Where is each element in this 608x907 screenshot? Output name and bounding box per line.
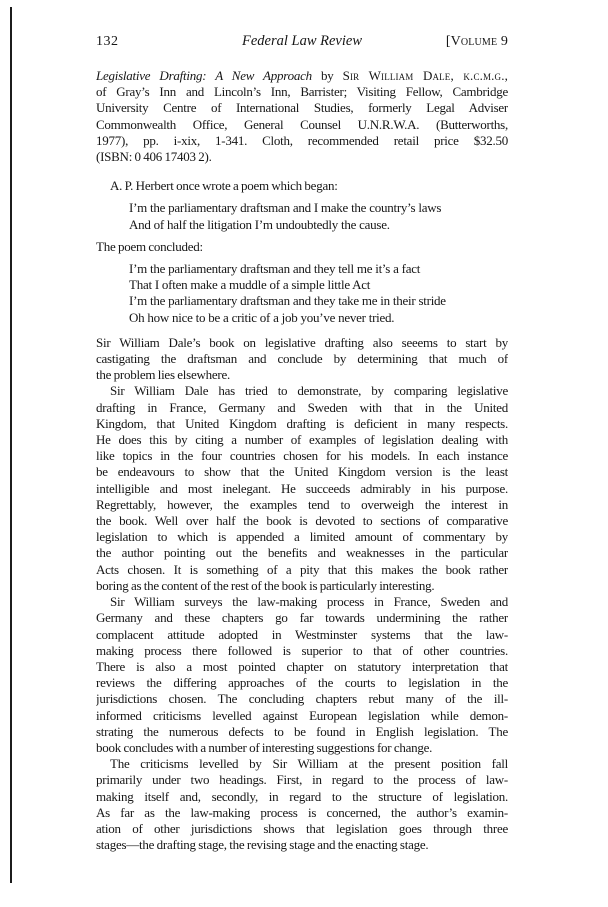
text-line: Sir William Dale’s book on legislative drafting also seeems to start by (96, 334, 508, 350)
scan-edge-line (10, 7, 12, 883)
text-line: There is also a most pointed chapter on statutory interpretation that (96, 658, 508, 674)
journal-title: Federal Law Review (242, 33, 363, 49)
text-line: the author pointing out the benefits and weaknesses in the particular (96, 545, 508, 561)
text-line: legislation to which is appended a limited amount of commentary by (96, 529, 508, 545)
text-line: of Gray’s Inn and Lincoln’s Inn, Barrister; Visiting Fellow, Cambridge (96, 84, 508, 100)
paragraph (96, 178, 508, 194)
text-line: (ISBN: 0 406 17403 2). (96, 149, 212, 165)
text-line: And of half the litigation I’m undoubtedly the cause. (129, 216, 390, 232)
text-line: making process there followed is superior to that of other countries. (96, 642, 508, 658)
text-line: Acts chosen. It is something of a pity that this makes the book rather (96, 561, 508, 577)
text-line: ation of other jurisdictions shows that legislation goes through three (96, 820, 508, 836)
text-line: stages—the drafting stage, the revising stage and the enacting stage. (96, 837, 429, 853)
citation-first-line (96, 68, 508, 84)
text-line: 1977), pp. i-xix, 1-341. Cloth, recommended retail price $32.50 (96, 132, 508, 148)
paragraph (96, 335, 508, 384)
text-line: Sir William surveys the law-making process in France, Sweden and (110, 594, 508, 610)
text-line: complacent attitude adopted in Westminster systems that the law- (96, 626, 508, 642)
text-line: Regrettably, however, the examples tend to overweigh the interest in (96, 496, 508, 512)
text-line: the book. Well over half the book is devoted to sections of comparative (96, 513, 508, 529)
book-title: Legislative Drafting: A New Approach (96, 68, 312, 83)
text-line: primarily under two headings. First, in regard to the process of law- (96, 772, 508, 788)
paragraph (96, 594, 508, 756)
text-column (96, 0, 508, 853)
text-line: strating the numerous defects to be found in English legislation. The (96, 723, 508, 739)
text-line: The criticisms levelled by Sir William at the present position fall (110, 756, 508, 772)
text-line: castigating the draftsman and conclude by determining that much of (96, 351, 508, 367)
text-line: like topics in the four countries chosen for his models. In each instance (96, 448, 508, 464)
text-line: I’m the parliamentary draftsman and they tell me it’s a fact (129, 261, 421, 277)
text-line: As far as the law-making process is concerned, the author’s examin- (96, 804, 508, 820)
text-line: I’m the parliamentary draftsman and they take me in their stride (129, 293, 446, 309)
text-line: book concludes with a number of interesting suggestions for change. (96, 739, 433, 755)
paragraph (96, 239, 508, 255)
text-line: That I often make a muddle of a simple little Act (129, 277, 371, 293)
text-line: Germany and these chapters go far towards undermining the rather (96, 610, 508, 626)
text-line: I’m the parliamentary draftsman and I make the country’s laws (129, 200, 442, 216)
page-number: 132 (96, 34, 119, 49)
text-line: the problem lies elsewhere. (96, 367, 230, 383)
text-line: be endeavours to show that the United Kingdom version is the least (96, 464, 508, 480)
paragraph (96, 383, 508, 594)
text-line: University Centre of International Studies, formerly Legal Adviser (96, 100, 508, 116)
review-body (96, 68, 508, 853)
text-line: boring as the content of the rest of the book is particularly interesting. (96, 577, 435, 593)
paragraph (96, 756, 508, 853)
text-line: He does this by citing a number of examples of legislation dealing with (96, 432, 508, 448)
text-line: A. P. Herbert once wrote a poem which began: (110, 178, 338, 194)
text-line: informed criticisms levelled against European legislation while demon- (96, 707, 508, 723)
by-text: by (311, 68, 343, 83)
poem-excerpt (129, 261, 508, 326)
review-citation (96, 68, 508, 165)
text-line: making itself and, secondly, in regard to the structure of legislation. (96, 788, 508, 804)
text-line: Oh how nice to be a critic of a job you’ve never tried. (129, 309, 395, 325)
text-line: The poem concluded: (96, 238, 203, 254)
page-header (96, 0, 508, 49)
poem-excerpt (129, 200, 508, 232)
author-name: Sir William Dale, k.c.m.g., (342, 68, 508, 83)
text-line: Kingdom, that United Kingdom drafting is deficient in many respects. (96, 415, 508, 431)
text-line: drafting in France, Germany and Sweden with that in the United (96, 399, 508, 415)
text-line: Commonwealth Office, General Counsel U.N.R.W.A. (Butterworths, (96, 116, 508, 132)
text-line: Sir William Dale has tried to demonstrate, by comparing legislative (110, 383, 508, 399)
text-line: intelligible and most inelegant. He succeeds admirably in his purpose. (96, 480, 508, 496)
text-line: reviews the differing approaches of the courts to legislation in the (96, 675, 508, 691)
text-line: jurisdictions chosen. The concluding chapters rebut many of the ill- (96, 691, 508, 707)
volume-label: [Volume 9 (445, 34, 509, 49)
